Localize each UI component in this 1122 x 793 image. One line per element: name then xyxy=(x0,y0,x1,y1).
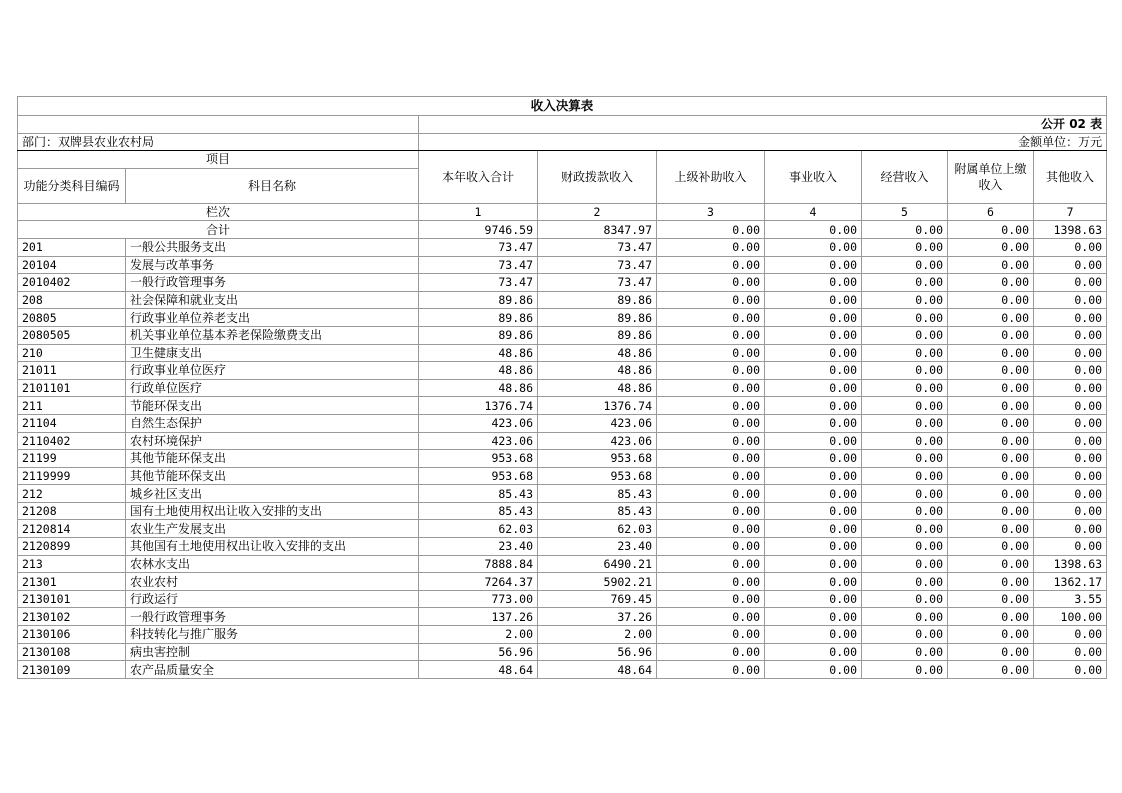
amount-cell: 0.00 xyxy=(862,643,948,661)
subject-code: 2080505 xyxy=(18,326,126,344)
amount-cell: 48.86 xyxy=(419,344,538,362)
total-value: 0.00 xyxy=(948,221,1034,239)
amount-cell: 0.00 xyxy=(1034,362,1107,380)
amount-cell: 137.26 xyxy=(419,608,538,626)
amount-cell: 0.00 xyxy=(657,538,765,556)
amount-cell: 48.64 xyxy=(419,661,538,679)
table-row xyxy=(18,555,1107,573)
amount-cell: 0.00 xyxy=(657,291,765,309)
amount-cell: 0.00 xyxy=(765,502,862,520)
amount-cell: 0.00 xyxy=(657,520,765,538)
amount-cell: 1376.74 xyxy=(538,397,657,415)
amount-cell: 0.00 xyxy=(657,661,765,679)
amount-cell: 0.00 xyxy=(657,256,765,274)
subject-code: 20805 xyxy=(18,309,126,327)
subject-code: 201 xyxy=(18,238,126,256)
subject-code: 2120814 xyxy=(18,520,126,538)
amount-cell: 48.86 xyxy=(419,362,538,380)
header-name: 科目名称 xyxy=(126,168,419,203)
table-row xyxy=(18,573,1107,591)
subject-name: 农林水支出 xyxy=(126,555,419,573)
subject-name: 病虫害控制 xyxy=(126,643,419,661)
column-index: 3 xyxy=(657,203,765,221)
amount-cell: 0.00 xyxy=(657,397,765,415)
amount-cell: 0.00 xyxy=(862,379,948,397)
subject-name: 行政运行 xyxy=(126,590,419,608)
subject-name: 其他节能环保支出 xyxy=(126,467,419,485)
amount-cell: 0.00 xyxy=(948,590,1034,608)
subject-name: 自然生态保护 xyxy=(126,414,419,432)
subject-code: 2130109 xyxy=(18,661,126,679)
amount-cell: 89.86 xyxy=(419,291,538,309)
amount-cell: 0.00 xyxy=(657,502,765,520)
amount-cell: 0.00 xyxy=(862,467,948,485)
amount-cell: 0.00 xyxy=(657,326,765,344)
subject-code: 213 xyxy=(18,555,126,573)
subject-name: 农村环境保护 xyxy=(126,432,419,450)
amount-cell: 0.00 xyxy=(862,291,948,309)
amount-cell: 0.00 xyxy=(657,414,765,432)
table-row xyxy=(18,608,1107,626)
amount-cell: 62.03 xyxy=(538,520,657,538)
amount-cell: 0.00 xyxy=(657,238,765,256)
amount-cell: 0.00 xyxy=(657,555,765,573)
amount-cell: 0.00 xyxy=(1034,291,1107,309)
subject-code: 21104 xyxy=(18,414,126,432)
amount-cell: 0.00 xyxy=(765,256,862,274)
amount-cell: 0.00 xyxy=(765,414,862,432)
table-title: 收入决算表 xyxy=(18,97,1107,116)
amount-cell: 73.47 xyxy=(538,274,657,292)
amount-cell: 100.00 xyxy=(1034,608,1107,626)
amount-cell: 23.40 xyxy=(538,538,657,556)
amount-cell: 0.00 xyxy=(948,274,1034,292)
amount-cell: 89.86 xyxy=(419,309,538,327)
table-row xyxy=(18,256,1107,274)
column-index: 6 xyxy=(948,203,1034,221)
table-row xyxy=(18,274,1107,292)
amount-cell: 0.00 xyxy=(948,520,1034,538)
table-row xyxy=(18,643,1107,661)
total-value: 1398.63 xyxy=(1034,221,1107,239)
amount-cell: 0.00 xyxy=(765,643,862,661)
amount-cell: 0.00 xyxy=(948,326,1034,344)
amount-cell: 423.06 xyxy=(538,414,657,432)
amount-cell: 0.00 xyxy=(765,344,862,362)
subject-code: 210 xyxy=(18,344,126,362)
amount-cell: 73.47 xyxy=(419,238,538,256)
header-affiliated: 附属单位上缴收入 xyxy=(948,151,1034,204)
amount-cell: 0.00 xyxy=(657,432,765,450)
amount-cell: 0.00 xyxy=(657,362,765,380)
amount-cell: 0.00 xyxy=(1034,538,1107,556)
amount-cell: 953.68 xyxy=(538,467,657,485)
amount-cell: 85.43 xyxy=(419,485,538,503)
amount-cell: 56.96 xyxy=(538,643,657,661)
amount-cell: 2.00 xyxy=(538,626,657,644)
amount-cell: 0.00 xyxy=(657,608,765,626)
table-row xyxy=(18,432,1107,450)
table-row xyxy=(18,661,1107,679)
amount-cell: 0.00 xyxy=(948,256,1034,274)
table-row xyxy=(18,291,1107,309)
column-index: 5 xyxy=(862,203,948,221)
amount-cell: 0.00 xyxy=(657,467,765,485)
amount-cell: 0.00 xyxy=(948,643,1034,661)
table-row xyxy=(18,467,1107,485)
amount-cell: 0.00 xyxy=(948,485,1034,503)
total-value: 0.00 xyxy=(862,221,948,239)
amount-cell: 0.00 xyxy=(862,626,948,644)
subject-code: 212 xyxy=(18,485,126,503)
subject-code: 2130106 xyxy=(18,626,126,644)
amount-cell: 0.00 xyxy=(1034,414,1107,432)
amount-cell: 48.64 xyxy=(538,661,657,679)
amount-cell: 0.00 xyxy=(765,485,862,503)
amount-cell: 0.00 xyxy=(765,362,862,380)
amount-cell: 0.00 xyxy=(765,520,862,538)
amount-cell: 0.00 xyxy=(862,520,948,538)
amount-cell: 0.00 xyxy=(657,309,765,327)
amount-cell: 0.00 xyxy=(765,608,862,626)
amount-cell: 0.00 xyxy=(765,538,862,556)
amount-cell: 56.96 xyxy=(419,643,538,661)
amount-cell: 0.00 xyxy=(948,661,1034,679)
amount-cell: 0.00 xyxy=(948,291,1034,309)
amount-cell: 0.00 xyxy=(948,414,1034,432)
amount-cell: 0.00 xyxy=(862,344,948,362)
amount-cell: 0.00 xyxy=(765,590,862,608)
amount-cell: 5902.21 xyxy=(538,573,657,591)
subject-name: 节能环保支出 xyxy=(126,397,419,415)
subject-name: 一般行政管理事务 xyxy=(126,274,419,292)
subject-name: 卫生健康支出 xyxy=(126,344,419,362)
amount-cell: 0.00 xyxy=(1034,344,1107,362)
table-row xyxy=(18,397,1107,415)
amount-cell: 37.26 xyxy=(538,608,657,626)
amount-cell: 0.00 xyxy=(1034,485,1107,503)
amount-cell: 0.00 xyxy=(862,362,948,380)
income-final-accounts-table xyxy=(17,96,1107,679)
amount-cell: 0.00 xyxy=(1034,274,1107,292)
amount-cell: 0.00 xyxy=(1034,643,1107,661)
amount-cell: 0.00 xyxy=(657,573,765,591)
table-row xyxy=(18,344,1107,362)
subject-code: 21208 xyxy=(18,502,126,520)
amount-cell: 953.68 xyxy=(419,467,538,485)
subject-code: 21301 xyxy=(18,573,126,591)
subject-name: 农产品质量安全 xyxy=(126,661,419,679)
column-index: 7 xyxy=(1034,203,1107,221)
amount-cell: 73.47 xyxy=(538,238,657,256)
subject-code: 208 xyxy=(18,291,126,309)
amount-cell: 0.00 xyxy=(1034,626,1107,644)
subject-code: 2010402 xyxy=(18,274,126,292)
amount-cell: 0.00 xyxy=(1034,238,1107,256)
amount-cell: 23.40 xyxy=(419,538,538,556)
amount-cell: 0.00 xyxy=(765,573,862,591)
amount-cell: 62.03 xyxy=(419,520,538,538)
table-row xyxy=(18,626,1107,644)
amount-cell: 0.00 xyxy=(765,291,862,309)
table-row xyxy=(18,502,1107,520)
amount-cell: 0.00 xyxy=(948,450,1034,468)
table-row xyxy=(18,362,1107,380)
amount-cell: 2.00 xyxy=(419,626,538,644)
amount-cell: 0.00 xyxy=(862,397,948,415)
amount-cell: 7264.37 xyxy=(419,573,538,591)
amount-cell: 0.00 xyxy=(862,590,948,608)
amount-cell: 0.00 xyxy=(765,379,862,397)
subject-name: 行政事业单位养老支出 xyxy=(126,309,419,327)
amount-cell: 0.00 xyxy=(948,538,1034,556)
amount-cell: 0.00 xyxy=(948,432,1034,450)
amount-cell: 773.00 xyxy=(419,590,538,608)
amount-cell: 1398.63 xyxy=(1034,555,1107,573)
amount-cell: 0.00 xyxy=(657,379,765,397)
column-index: 2 xyxy=(538,203,657,221)
table-row xyxy=(18,379,1107,397)
amount-cell: 0.00 xyxy=(948,608,1034,626)
amount-cell: 0.00 xyxy=(862,555,948,573)
amount-cell: 73.47 xyxy=(538,256,657,274)
amount-cell: 423.06 xyxy=(419,432,538,450)
amount-cell: 0.00 xyxy=(948,362,1034,380)
header-fiscal: 财政拨款收入 xyxy=(538,151,657,204)
amount-cell: 0.00 xyxy=(948,397,1034,415)
amount-cell: 423.06 xyxy=(419,414,538,432)
header-code: 功能分类科目编码 xyxy=(18,168,126,203)
amount-cell: 0.00 xyxy=(1034,256,1107,274)
unit-label: 金额单位：万元 xyxy=(419,133,1107,151)
amount-cell: 89.86 xyxy=(419,326,538,344)
table-row xyxy=(18,309,1107,327)
table-row xyxy=(18,414,1107,432)
amount-cell: 0.00 xyxy=(862,608,948,626)
subject-name: 一般行政管理事务 xyxy=(126,608,419,626)
amount-cell: 0.00 xyxy=(1034,326,1107,344)
amount-cell: 0.00 xyxy=(948,238,1034,256)
amount-cell: 0.00 xyxy=(1034,502,1107,520)
amount-cell: 0.00 xyxy=(1034,432,1107,450)
total-row-label: 合计 xyxy=(18,221,419,239)
amount-cell: 0.00 xyxy=(1034,309,1107,327)
amount-cell: 73.47 xyxy=(419,256,538,274)
total-value: 9746.59 xyxy=(419,221,538,239)
amount-cell: 89.86 xyxy=(538,326,657,344)
total-value: 8347.97 xyxy=(538,221,657,239)
subject-code: 2130101 xyxy=(18,590,126,608)
amount-cell: 0.00 xyxy=(765,309,862,327)
amount-cell: 0.00 xyxy=(948,379,1034,397)
amount-cell: 85.43 xyxy=(419,502,538,520)
amount-cell: 0.00 xyxy=(948,467,1034,485)
total-value: 0.00 xyxy=(657,221,765,239)
amount-cell: 0.00 xyxy=(1034,450,1107,468)
amount-cell: 0.00 xyxy=(1034,379,1107,397)
amount-cell: 73.47 xyxy=(419,274,538,292)
amount-cell: 48.86 xyxy=(538,379,657,397)
subject-name: 行政事业单位医疗 xyxy=(126,362,419,380)
subject-name: 机关事业单位基本养老保险缴费支出 xyxy=(126,326,419,344)
subject-code: 20104 xyxy=(18,256,126,274)
table-row xyxy=(18,326,1107,344)
amount-cell: 0.00 xyxy=(657,626,765,644)
amount-cell: 0.00 xyxy=(862,274,948,292)
amount-cell: 0.00 xyxy=(765,450,862,468)
amount-cell: 85.43 xyxy=(538,502,657,520)
amount-cell: 0.00 xyxy=(765,397,862,415)
subject-name: 国有土地使用权出让收入安排的支出 xyxy=(126,502,419,520)
amount-cell: 0.00 xyxy=(862,414,948,432)
amount-cell: 0.00 xyxy=(765,274,862,292)
amount-cell: 0.00 xyxy=(862,502,948,520)
subject-code: 211 xyxy=(18,397,126,415)
subject-code: 2119999 xyxy=(18,467,126,485)
amount-cell: 0.00 xyxy=(862,485,948,503)
column-index-label: 栏次 xyxy=(18,203,419,221)
amount-cell: 0.00 xyxy=(948,502,1034,520)
amount-cell: 0.00 xyxy=(765,626,862,644)
amount-cell: 0.00 xyxy=(948,626,1034,644)
amount-cell: 0.00 xyxy=(765,467,862,485)
amount-cell: 953.68 xyxy=(538,450,657,468)
amount-cell: 6490.21 xyxy=(538,555,657,573)
subject-name: 农业生产发展支出 xyxy=(126,520,419,538)
subject-name: 社会保障和就业支出 xyxy=(126,291,419,309)
table-row xyxy=(18,485,1107,503)
amount-cell: 0.00 xyxy=(765,661,862,679)
amount-cell: 0.00 xyxy=(862,432,948,450)
amount-cell: 0.00 xyxy=(862,573,948,591)
form-number: 公开 02 表 xyxy=(419,116,1107,134)
amount-cell: 0.00 xyxy=(862,538,948,556)
department-label: 部门：双牌县农业农村局 xyxy=(18,133,419,151)
amount-cell: 0.00 xyxy=(862,661,948,679)
header-superior: 上级补助收入 xyxy=(657,151,765,204)
header-other: 其他收入 xyxy=(1034,151,1107,204)
amount-cell: 48.86 xyxy=(419,379,538,397)
amount-cell: 0.00 xyxy=(765,432,862,450)
subject-code: 2120899 xyxy=(18,538,126,556)
amount-cell: 85.43 xyxy=(538,485,657,503)
subject-name: 城乡社区支出 xyxy=(126,485,419,503)
table-row xyxy=(18,538,1107,556)
amount-cell: 0.00 xyxy=(657,274,765,292)
amount-cell: 769.45 xyxy=(538,590,657,608)
amount-cell: 0.00 xyxy=(765,238,862,256)
amount-cell: 0.00 xyxy=(948,555,1034,573)
header-total: 本年收入合计 xyxy=(419,151,538,204)
subject-code: 2110402 xyxy=(18,432,126,450)
amount-cell: 0.00 xyxy=(862,256,948,274)
amount-cell: 0.00 xyxy=(657,643,765,661)
amount-cell: 0.00 xyxy=(657,485,765,503)
table-row xyxy=(18,238,1107,256)
amount-cell: 0.00 xyxy=(1034,397,1107,415)
table-row xyxy=(18,520,1107,538)
header-item: 项目 xyxy=(18,151,419,169)
amount-cell: 0.00 xyxy=(862,450,948,468)
amount-cell: 0.00 xyxy=(948,309,1034,327)
amount-cell: 1376.74 xyxy=(419,397,538,415)
amount-cell: 3.55 xyxy=(1034,590,1107,608)
amount-cell: 0.00 xyxy=(765,555,862,573)
amount-cell: 0.00 xyxy=(1034,661,1107,679)
amount-cell: 0.00 xyxy=(657,590,765,608)
table-row xyxy=(18,450,1107,468)
amount-cell: 423.06 xyxy=(538,432,657,450)
subject-code: 21199 xyxy=(18,450,126,468)
subject-name: 一般公共服务支出 xyxy=(126,238,419,256)
amount-cell: 0.00 xyxy=(862,309,948,327)
amount-cell: 0.00 xyxy=(862,326,948,344)
subject-code: 2101101 xyxy=(18,379,126,397)
amount-cell: 89.86 xyxy=(538,291,657,309)
column-index: 1 xyxy=(419,203,538,221)
amount-cell: 89.86 xyxy=(538,309,657,327)
subject-code: 2130108 xyxy=(18,643,126,661)
amount-cell: 953.68 xyxy=(419,450,538,468)
header-operating: 经营收入 xyxy=(862,151,948,204)
subject-code: 21011 xyxy=(18,362,126,380)
amount-cell: 0.00 xyxy=(948,344,1034,362)
amount-cell: 48.86 xyxy=(538,344,657,362)
subject-name: 其他节能环保支出 xyxy=(126,450,419,468)
subject-code: 2130102 xyxy=(18,608,126,626)
total-value: 0.00 xyxy=(765,221,862,239)
amount-cell: 0.00 xyxy=(657,450,765,468)
amount-cell: 0.00 xyxy=(862,238,948,256)
amount-cell: 48.86 xyxy=(538,362,657,380)
amount-cell: 0.00 xyxy=(948,573,1034,591)
subject-name: 农业农村 xyxy=(126,573,419,591)
column-index: 4 xyxy=(765,203,862,221)
amount-cell: 0.00 xyxy=(765,326,862,344)
amount-cell: 1362.17 xyxy=(1034,573,1107,591)
amount-cell: 0.00 xyxy=(1034,467,1107,485)
subject-name: 行政单位医疗 xyxy=(126,379,419,397)
amount-cell: 0.00 xyxy=(657,344,765,362)
subject-name: 发展与改革事务 xyxy=(126,256,419,274)
amount-cell: 0.00 xyxy=(1034,520,1107,538)
amount-cell: 7888.84 xyxy=(419,555,538,573)
header-business: 事业收入 xyxy=(765,151,862,204)
table-row xyxy=(18,590,1107,608)
subject-name: 其他国有土地使用权出让收入安排的支出 xyxy=(126,538,419,556)
subject-name: 科技转化与推广服务 xyxy=(126,626,419,644)
